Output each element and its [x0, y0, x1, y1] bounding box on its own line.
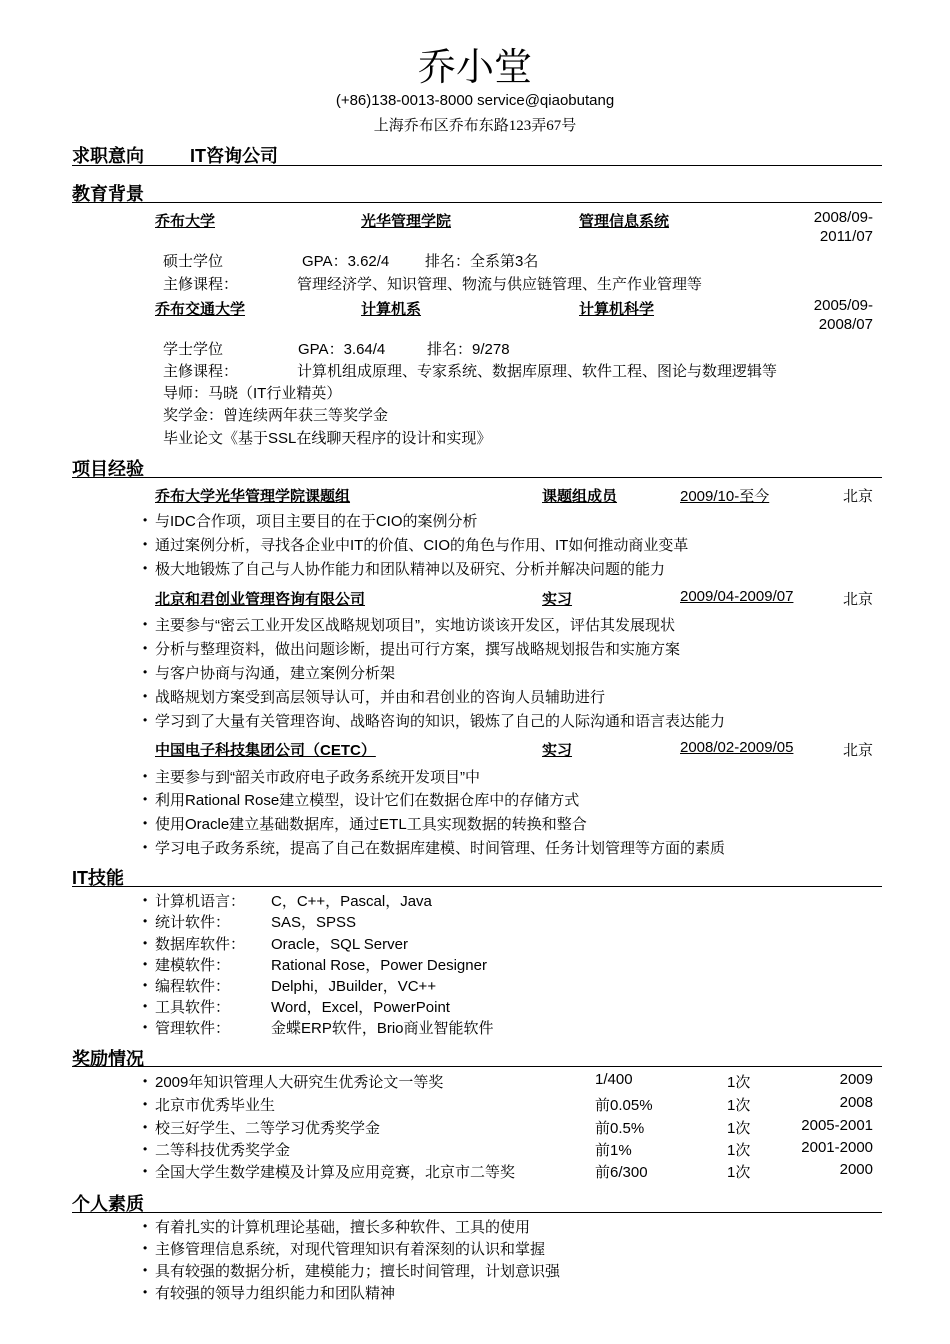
date-start: 2008/09- — [813, 209, 873, 226]
skill-value: SAS，SPSS — [271, 914, 357, 931]
skill-label: 编程软件： — [155, 978, 231, 995]
courses: 管理经济学、知识管理、物流与供应链管理、生产作业管理等 — [297, 276, 703, 293]
project-role: 实习 — [542, 591, 573, 608]
skill-label: 工具软件： — [155, 999, 231, 1016]
project-bullet: 分析与整理资料，做出问题诊断，提出可行方案，撰写战略规划报告和实施方案 — [155, 641, 681, 658]
award-count: 1次 — [727, 1120, 751, 1137]
project-bullet: 战略规划方案受到高层领导认可，并由和君创业的咨询人员辅助进行 — [155, 689, 606, 706]
bullet-icon: • — [143, 1074, 148, 1088]
award-name: 二等科技优秀奖学金 — [155, 1142, 291, 1159]
skill-value: Delphi，JBuilder，VC++ — [271, 978, 437, 995]
project-bullet: 与客户协商与沟通，建立案例分析架 — [155, 665, 396, 682]
bullet-icon: • — [143, 769, 148, 783]
bullet-icon: • — [143, 957, 148, 971]
contact-line: (+86)138-0013-8000 service@qiaobutang — [335, 92, 615, 109]
projects-heading: 项目经验 — [72, 459, 144, 479]
skill-value: Oracle，SQL Server — [271, 936, 408, 953]
bullet-icon: • — [143, 1097, 148, 1111]
project-bullet: 学习到了大量有关管理咨询、战略咨询的知识，锻炼了自己的人际沟通和语言表达能力 — [155, 713, 726, 730]
project-city: 北京 — [842, 488, 873, 505]
resume-name: 乔小堂 — [417, 47, 532, 89]
bullet-icon: • — [143, 641, 148, 655]
project-date: 2009/10-至今 — [680, 488, 770, 505]
address-line: 上海乔布区乔布东路123弄67号 — [373, 118, 577, 134]
skill-value: 金蝶ERP软件，Brio商业智能软件 — [271, 1020, 494, 1037]
skill-label: 数据库软件： — [155, 936, 246, 953]
gpa: GPA：3.62/4 — [302, 253, 390, 270]
section-divider — [72, 886, 882, 887]
bullet-icon: • — [143, 978, 148, 992]
bullet-icon: • — [143, 1285, 148, 1299]
major-name: 计算机科学 — [579, 301, 655, 318]
section-divider — [72, 202, 882, 203]
school-name: 乔布交通大学 — [155, 301, 246, 318]
award-ratio: 前0.5% — [595, 1120, 645, 1137]
bullet-icon: • — [143, 999, 148, 1013]
school-name: 乔布大学 — [155, 213, 216, 230]
award-count: 1次 — [727, 1142, 751, 1159]
section-divider — [72, 1066, 882, 1067]
project-city: 北京 — [842, 591, 873, 608]
award-name: 2009年知识管理人大研究生优秀论文一等奖 — [155, 1074, 444, 1091]
bullet-icon: • — [143, 936, 148, 950]
award-year: 2005-2001 — [801, 1117, 873, 1134]
college-name: 计算机系 — [361, 301, 422, 318]
skill-label: 统计软件： — [155, 914, 231, 931]
project-role: 课题组成员 — [542, 488, 618, 505]
rank: 排名：9/278 — [427, 341, 510, 358]
award-year: 2009 — [839, 1071, 873, 1088]
bullet-icon: • — [143, 792, 148, 806]
award-year: 2000 — [839, 1161, 873, 1178]
project-date: 2008/02-2009/05 — [680, 739, 794, 756]
project-bullet: 与IDC合作项，项目主要目的在于CIO的案例分析 — [155, 513, 478, 530]
bullet-icon: • — [143, 513, 148, 527]
skill-label: 建模软件： — [155, 957, 231, 974]
project-bullet: 极大地锻炼了自己与人协作能力和团队精神以及研究、分析并解决问题的能力 — [155, 561, 666, 578]
bullet-icon: • — [143, 617, 148, 631]
quality-item: 有较强的领导力组织能力和团队精神 — [155, 1285, 396, 1302]
bullet-icon: • — [143, 840, 148, 854]
section-divider — [72, 165, 882, 166]
bullet-icon: • — [143, 1142, 148, 1156]
bullet-icon: • — [143, 537, 148, 551]
award-ratio: 1/400 — [595, 1071, 633, 1088]
award-name: 全国大学生数学建模及计算及应用竞赛，北京市二等奖 — [155, 1164, 516, 1181]
major-name: 管理信息系统 — [579, 213, 670, 230]
skill-value: Rational Rose，Power Designer — [271, 957, 487, 974]
award-name: 校三好学生、二等学习优秀奖学金 — [155, 1120, 381, 1137]
date-end: 2011/07 — [819, 228, 873, 245]
education-heading: 教育背景 — [72, 184, 144, 204]
award-year: 2008 — [839, 1094, 873, 1111]
award-ratio: 前0.05% — [595, 1097, 653, 1114]
project-bullet: 通过案例分析，寻找各企业中IT的价值、CIO的角色与作用、IT如何推动商业变革 — [155, 537, 689, 554]
skill-label: 计算机语言： — [155, 893, 246, 910]
project-bullet: 学习电子政务系统，提高了自己在数据库建模、时间管理、任务计划管理等方面的素质 — [155, 840, 726, 857]
bullet-icon: • — [143, 1020, 148, 1034]
bullet-icon: • — [143, 914, 148, 928]
degree: 硕士学位 — [163, 253, 224, 270]
project-city: 北京 — [842, 742, 873, 759]
bullet-icon: • — [143, 1120, 148, 1134]
award-count: 1次 — [727, 1074, 751, 1091]
award-name: 北京市优秀毕业生 — [155, 1097, 276, 1114]
gpa: GPA：3.64/4 — [298, 341, 386, 358]
courses-label: 主修课程： — [163, 276, 239, 293]
project-org: 中国电子科技集团公司（CETC） — [155, 742, 376, 759]
bullet-icon: • — [143, 1263, 148, 1277]
objective-label: 求职意向 — [72, 146, 144, 166]
project-bullet: 利用Rational Rose建立模型，设计它们在数据仓库中的存储方式 — [155, 792, 580, 809]
college-name: 光华管理学院 — [361, 213, 452, 230]
skills-heading: IT技能 — [72, 868, 124, 888]
quality-item: 主修管理信息系统，对现代管理知识有着深刻的认识和掌握 — [155, 1241, 546, 1258]
project-role: 实习 — [542, 742, 573, 759]
project-bullet: 使用Oracle建立基础数据库，通过ETL工具实现数据的转换和整合 — [155, 816, 587, 833]
section-divider — [72, 1212, 882, 1213]
awards-heading: 奖励情况 — [72, 1049, 144, 1069]
award-count: 1次 — [727, 1097, 751, 1114]
rank: 排名：全系第3名 — [425, 253, 539, 270]
degree: 学士学位 — [163, 341, 224, 358]
award-ratio: 前1% — [595, 1142, 632, 1159]
objective-value: IT咨询公司 — [190, 146, 278, 166]
award-year: 2001-2000 — [801, 1139, 873, 1156]
project-date: 2009/04-2009/07 — [680, 588, 794, 605]
project-bullet: 主要参与“密云工业开发区战略规划项目”，实地访谈该开发区，评估其发展现状 — [155, 617, 675, 634]
courses-label: 主修课程： — [163, 363, 239, 380]
bullet-icon: • — [143, 665, 148, 679]
bullet-icon: • — [143, 816, 148, 830]
bullet-icon: • — [143, 561, 148, 575]
quality-item: 具有较强的数据分析，建模能力；擅长时间管理，计划意识强 — [155, 1263, 561, 1280]
bullet-icon: • — [143, 1164, 148, 1178]
project-bullet: 主要参与到“韶关市政府电子政务系统开发项目”中 — [155, 769, 480, 786]
date-end: 2008/07 — [818, 316, 873, 333]
bullet-icon: • — [143, 1219, 148, 1233]
project-org: 北京和君创业管理咨询有限公司 — [155, 591, 366, 608]
award-ratio: 前6/300 — [595, 1164, 648, 1181]
scholarship: 奖学金：曾连续两年获三等奖学金 — [163, 407, 389, 424]
thesis: 毕业论文《基于SSL在线聊天程序的设计和实现》 — [163, 430, 492, 447]
advisor: 导师：马晓（IT行业精英） — [163, 385, 342, 402]
quality-item: 有着扎实的计算机理论基础，擅长多种软件、工具的使用 — [155, 1219, 531, 1236]
bullet-icon: • — [143, 713, 148, 727]
bullet-icon: • — [143, 689, 148, 703]
bullet-icon: • — [143, 1241, 148, 1255]
section-divider — [72, 477, 882, 478]
bullet-icon: • — [143, 893, 148, 907]
award-count: 1次 — [727, 1164, 751, 1181]
skill-label: 管理软件： — [155, 1020, 231, 1037]
project-org: 乔布大学光华管理学院课题组 — [155, 488, 351, 505]
skill-value: C，C++，Pascal，Java — [271, 893, 432, 910]
date-start: 2005/09- — [813, 297, 873, 314]
courses: 计算机组成原理、专家系统、数据库原理、软件工程、图论与数理逻辑等 — [297, 363, 778, 380]
skill-value: Word，Excel，PowerPoint — [271, 999, 450, 1016]
qualities-heading: 个人素质 — [72, 1194, 144, 1214]
